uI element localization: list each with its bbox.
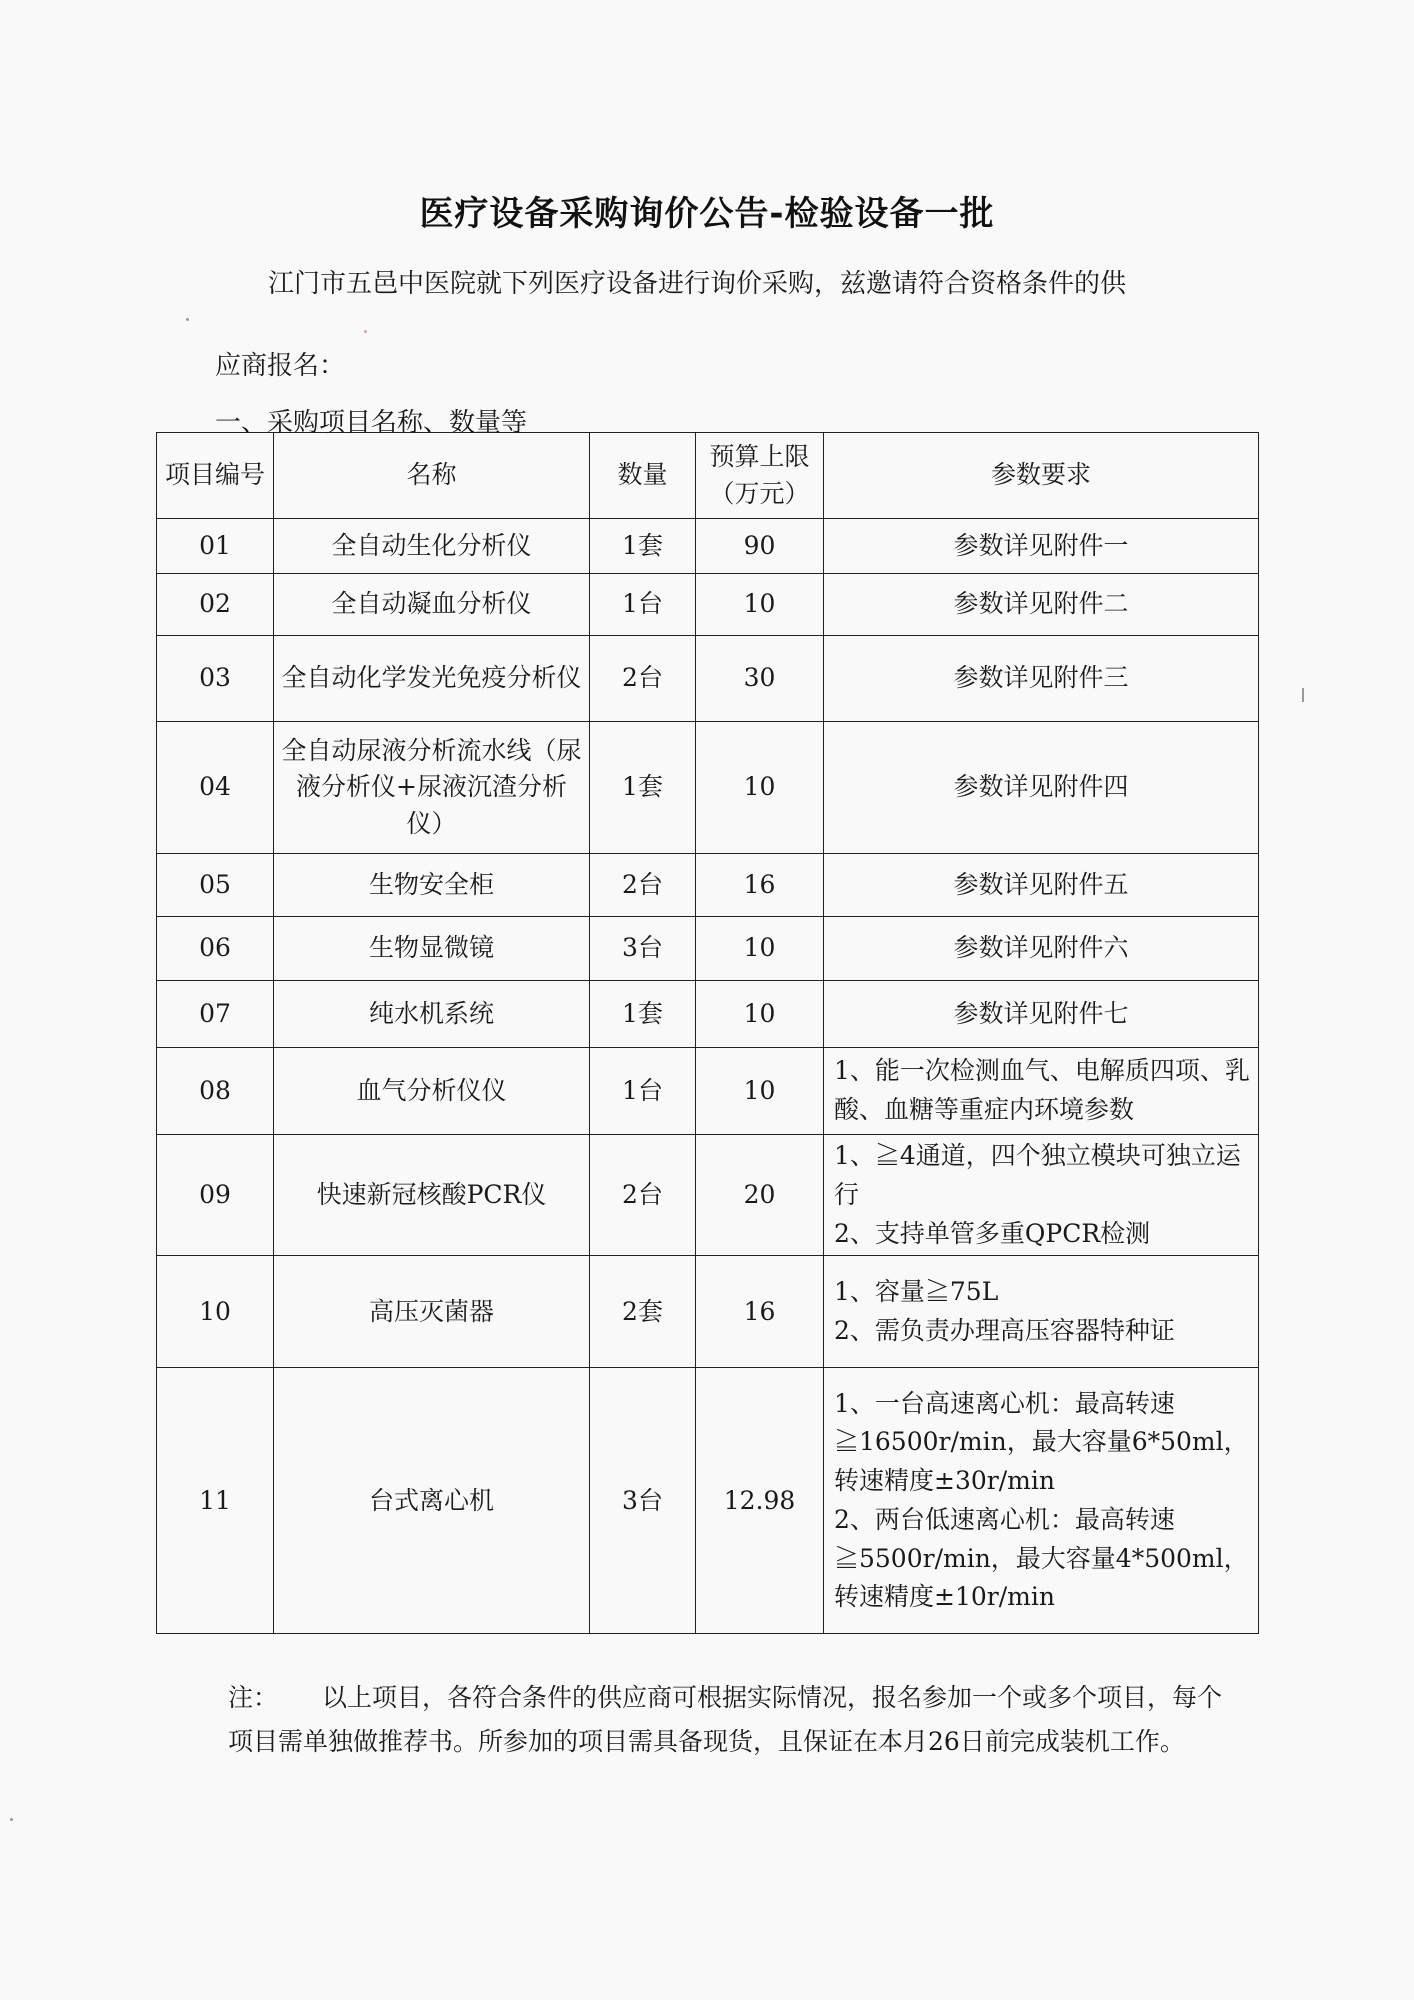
cell-name: 全自动凝血分析仪 (274, 574, 590, 636)
table-row (157, 981, 1259, 1048)
cell-id: 07 (157, 981, 274, 1048)
scan-speck (1302, 688, 1304, 702)
cell-name: 生物安全柜 (274, 854, 590, 917)
table-row (157, 1256, 1259, 1368)
cell-requirements: 参数详见附件一 (824, 519, 1259, 574)
cell-id: 11 (157, 1368, 274, 1634)
cell-qty: 3台 (590, 1368, 696, 1634)
cell-name: 纯水机系统 (274, 981, 590, 1048)
cell-id: 03 (157, 636, 274, 722)
cell-id: 04 (157, 722, 274, 854)
header-budget: 预算上限（万元） (696, 433, 824, 519)
document-title: 医疗设备采购询价公告-检验设备一批 (419, 194, 995, 234)
cell-requirements: 参数详见附件五 (824, 854, 1259, 917)
table-row (157, 854, 1259, 917)
cell-requirements: 参数详见附件六 (824, 917, 1259, 981)
requirement-line: 1、≧4通道，四个独立模块可独立运行 (834, 1141, 1241, 1209)
table-row (157, 1048, 1259, 1135)
cell-budget: 10 (696, 981, 824, 1048)
cell-name: 血气分析仪仪 (274, 1048, 590, 1135)
cell-id: 10 (157, 1256, 274, 1368)
cell-name: 台式离心机 (274, 1368, 590, 1634)
note-text: 以上项目，各符合条件的供应商可根据实际情况，报名参加一个或多个项目，每个项目需单独做推荐书。所参加的项目需具备现货，且保证在本月26日前完成装机工作。 (228, 1683, 1223, 1756)
table-row (157, 1368, 1259, 1634)
scan-speck (186, 318, 189, 321)
cell-requirements (824, 1368, 1259, 1634)
cell-qty: 2台 (590, 1135, 696, 1256)
cell-id: 01 (157, 519, 274, 574)
cell-qty: 2台 (590, 854, 696, 917)
header-id: 项目编号 (157, 433, 274, 519)
table-row (157, 636, 1259, 722)
cell-qty: 1台 (590, 1048, 696, 1135)
cell-requirements: 参数详见附件二 (824, 574, 1259, 636)
cell-qty: 1套 (590, 981, 696, 1048)
cell-qty: 3台 (590, 917, 696, 981)
cell-name: 生物显微镜 (274, 917, 590, 981)
table-header-row (157, 433, 1259, 519)
cell-id: 06 (157, 917, 274, 981)
cell-name: 全自动尿液分析流水线（尿液分析仪+尿液沉渣分析仪） (274, 722, 590, 854)
cell-requirements: 参数详见附件三 (824, 636, 1259, 722)
cell-budget: 16 (696, 1256, 824, 1368)
requirement-line: 1、容量≧75L (834, 1277, 999, 1306)
cell-name: 高压灭菌器 (274, 1256, 590, 1368)
cell-id: 05 (157, 854, 274, 917)
cell-requirements (824, 1256, 1259, 1368)
cell-requirements: 参数详见附件七 (824, 981, 1259, 1048)
requirement-line: 1、一台高速离心机：最高转速≧16500r/min，最大容量6*50ml，转速精度±30r/min (834, 1388, 1249, 1495)
table-row (157, 519, 1259, 574)
header-qty: 数量 (590, 433, 696, 519)
cell-budget: 10 (696, 1048, 824, 1135)
cell-qty: 1套 (590, 519, 696, 574)
cell-qty: 1套 (590, 722, 696, 854)
cell-budget: 10 (696, 574, 824, 636)
cell-name: 全自动生化分析仪 (274, 519, 590, 574)
cell-requirements (824, 1048, 1259, 1135)
intro-line-2: 应商报名： (215, 351, 346, 381)
table-row (157, 917, 1259, 981)
requirement-line: 2、支持单管多重QPCR检测 (834, 1218, 1151, 1248)
cell-id: 08 (157, 1048, 274, 1135)
requirement-line: 2、两台低速离心机：最高转速≧5500r/min，最大容量4*500ml，转速精度±10r/min (834, 1504, 1249, 1612)
header-name: 名称 (274, 433, 590, 519)
cell-budget: 30 (696, 636, 824, 722)
cell-budget: 10 (696, 917, 824, 981)
requirement-line: 2、需负责办理高压容器特种证 (834, 1315, 1175, 1345)
cell-id: 09 (157, 1135, 274, 1256)
table-row (157, 722, 1259, 854)
table-row (157, 574, 1259, 636)
intro-line-1: 江门市五邑中医院就下列医疗设备进行询价采购，兹邀请符合资格条件的供 (268, 269, 1127, 299)
cell-qty: 2台 (590, 636, 696, 722)
table-row (157, 1135, 1259, 1256)
cell-requirements (824, 1135, 1259, 1256)
cell-name: 快速新冠核酸PCR仪 (274, 1135, 590, 1256)
procurement-table (156, 432, 1259, 1634)
cell-name: 全自动化学发光免疫分析仪 (274, 636, 590, 722)
cell-requirements: 参数详见附件四 (824, 722, 1259, 854)
note-label: 注： (228, 1683, 279, 1712)
cell-budget: 16 (696, 854, 824, 917)
footnote (228, 1676, 1228, 1764)
cell-budget: 90 (696, 519, 824, 574)
cell-qty: 2套 (590, 1256, 696, 1368)
header-requirements: 参数要求 (824, 433, 1259, 519)
cell-budget: 20 (696, 1135, 824, 1256)
requirement-line: 1、能一次检测血气、电解质四项、乳酸、血糖等重症内环境参数 (834, 1056, 1250, 1124)
cell-id: 02 (157, 574, 274, 636)
cell-budget: 12.98 (696, 1368, 824, 1634)
section-heading: 一、采购项目名称、数量等 (215, 408, 528, 438)
scan-speck (10, 1818, 13, 1821)
cell-qty: 1台 (590, 574, 696, 636)
scan-speck (364, 330, 367, 333)
cell-budget: 10 (696, 722, 824, 854)
